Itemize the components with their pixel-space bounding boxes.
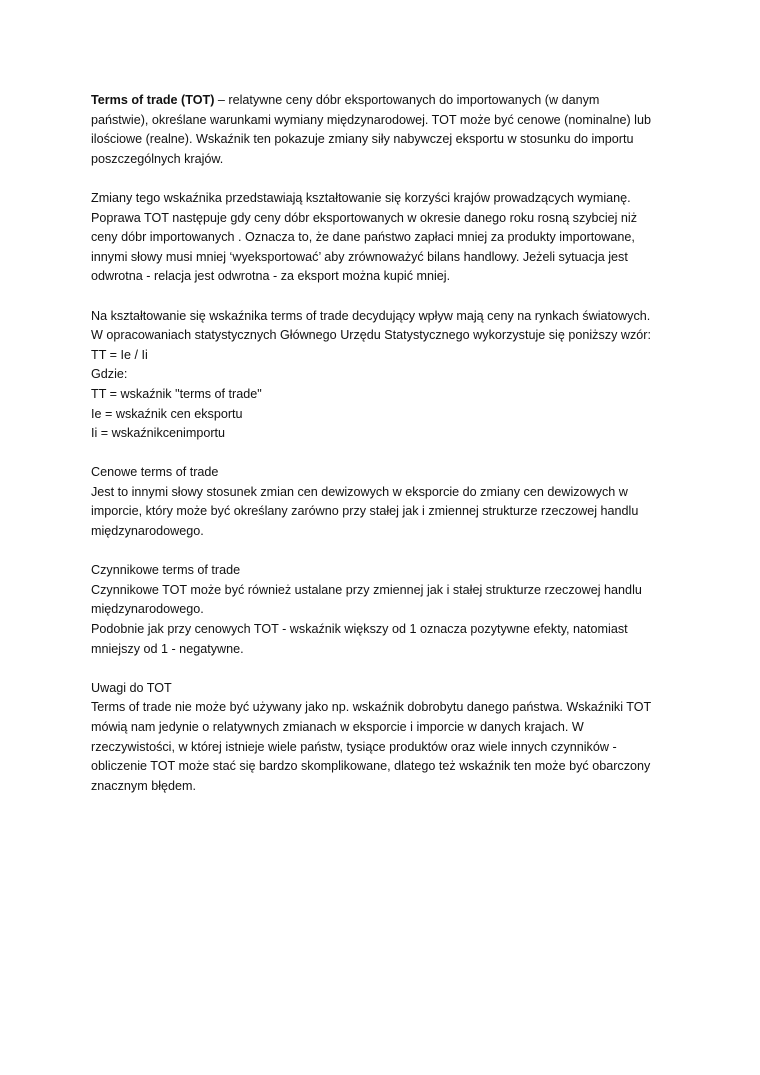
factor-tot-line: międzynarodowego. <box>91 602 204 617</box>
factor-tot-line: Czynnikowe TOT może być również ustalane przy zmiennej jak i stałej strukturze rzeczowej handlu <box>91 582 642 597</box>
factor-tot-line: mniejszy od 1 - negatywne. <box>91 641 244 656</box>
intro-paragraph <box>91 91 671 169</box>
price-tot-line: Jest to innymi słowy stosunek zmian cen dewizowych w eksporcie do zmiany cen dewizowych w <box>91 484 628 499</box>
changes-paragraph <box>91 189 671 287</box>
price-tot-paragraph <box>91 463 671 541</box>
intro-line: ilościowe (realne). Wskaźnik ten pokazuje zmiany siły nabywczej eksportu w stosunku do importu <box>91 132 634 147</box>
remarks-line: Terms of trade nie może być używany jako np. wskaźnik dobrobytu danego państwa. Wskaźniki TOT <box>91 700 652 715</box>
remarks-line: znacznym błędem. <box>91 778 196 793</box>
formula-where-label: Gdzie: <box>91 367 128 382</box>
formula-definition: Ie = wskaźnik cen eksportu <box>91 406 243 421</box>
remarks-line: mówią nam jedynie o relatywnych zmianach w eksporcie i imporcie w danych krajach. W <box>91 720 584 734</box>
changes-line: Poprawa TOT następuje gdy ceny dóbr eksportowanych w okresie danego roku rosną szybciej niż <box>91 210 638 225</box>
remarks-paragraph <box>91 679 671 797</box>
formula-definition: TT = wskaźnik "terms of trade" <box>91 386 262 401</box>
intro-line-text: – relatywne ceny dóbr eksportowanych do importowanych (w danym <box>214 93 600 107</box>
formula-line: Na kształtowanie się wskaźnika terms of trade decydujący wpływ mają ceny na rynkach światowych. <box>91 308 651 323</box>
intro-term: Terms of trade (TOT) <box>91 93 215 107</box>
formula-paragraph <box>91 307 671 444</box>
formula-equation: TT = Ie / Ii <box>91 347 148 362</box>
document-body <box>91 91 671 816</box>
intro-line <box>91 91 671 111</box>
remarks-heading: Uwagi do TOT <box>91 680 172 695</box>
intro-line: poszczególnych krajów. <box>91 151 224 166</box>
changes-line: innymi słowy musi mniej ‘wyeksportować’ aby zrównoważyć bilans handlowy. Jeżeli sytuacja jest <box>91 249 628 264</box>
price-tot-line: imporcie, który może być określany zarówno przy stałej jak i zmiennej strukturze rzeczowej handlu <box>91 504 639 519</box>
price-tot-line: międzynarodowego. <box>91 524 204 539</box>
changes-line: odwrotna - relacja jest odwrotna - za eksport można kupić mniej. <box>91 269 451 284</box>
changes-line: Zmiany tego wskaźnika przedstawiają kształtowanie się korzyści krajów prowadzących wymianę. <box>91 190 631 205</box>
remarks-line: rzeczywistości, w której istnieje wiele państw, tysiące produktów oraz wiele innych czynników - <box>91 739 617 754</box>
formula-line: W opracowaniach statystycznych Głównego Urzędu Statystycznego wykorzystuje się poniższy wzór: <box>91 328 651 343</box>
factor-tot-line: Podobnie jak przy cenowych TOT - wskaźnik większy od 1 oznacza pozytywne efekty, natomiast <box>91 622 628 637</box>
intro-line: państwie), określane warunkami wymiany międzynarodowej. TOT może być cenowe (nominalne) lub <box>91 112 651 127</box>
remarks-line: obliczenie TOT może stać się bardzo skomplikowane, dlatego też wskaźnik ten może być obarczony <box>91 759 651 774</box>
changes-line: ceny dóbr importowanych . Oznacza to, że dane państwo zapłaci mniej za produkty importowane, <box>91 230 635 245</box>
factor-tot-heading: Czynnikowe terms of trade <box>91 563 241 578</box>
factor-tot-paragraph <box>91 561 671 659</box>
price-tot-heading: Cenowe terms of trade <box>91 465 219 480</box>
formula-definition: Ii = wskaźnikcenimportu <box>91 426 226 441</box>
